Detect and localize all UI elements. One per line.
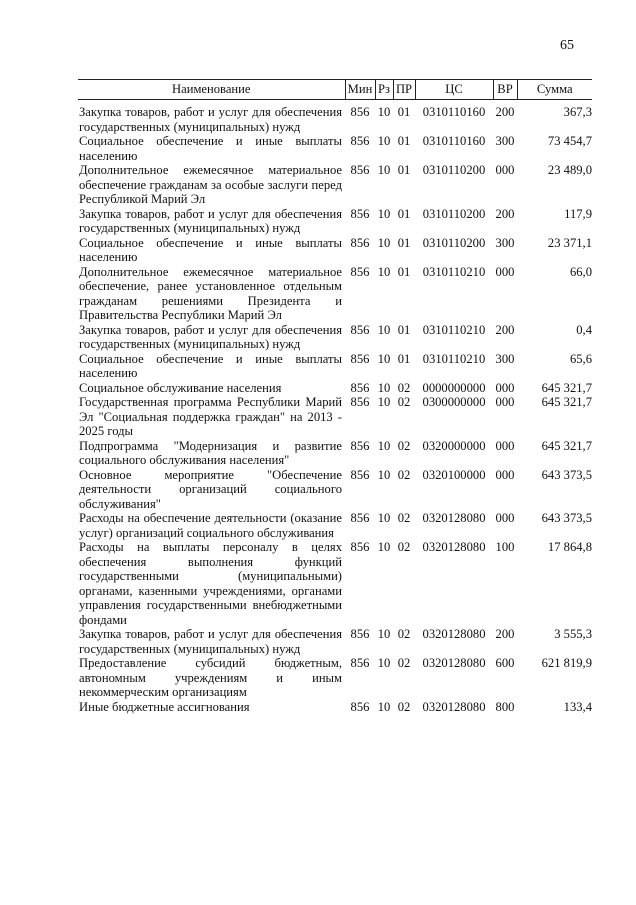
cell-vr: 000 [495, 438, 515, 453]
cell-min: 856 [350, 134, 370, 148]
table-row [78, 265, 592, 323]
cell-pr: 02 [397, 699, 411, 714]
cell-sum: 645 321,7 [541, 395, 592, 409]
cell-name: Социальное обеспечение и иные выплаты населению [79, 351, 342, 380]
cell-vr: 000 [495, 163, 515, 177]
cell-min: 856 [350, 627, 370, 641]
cell-rz: 10 [377, 511, 391, 525]
cell-name: Закупка товаров, работ и услуг для обеспечения государственных (муниципальных) нужд [79, 627, 342, 656]
cell-name: Социальное обслуживание населения [79, 380, 282, 395]
cell-sum: 643 373,5 [541, 467, 592, 482]
cell-vr: 300 [495, 235, 515, 250]
cell-cs: 0320128080 [422, 656, 486, 670]
cell-min: 856 [350, 105, 370, 119]
cell-vr: 200 [495, 322, 515, 337]
cell-min: 856 [350, 235, 370, 250]
cell-min: 856 [350, 699, 370, 714]
cell-vr: 600 [495, 656, 515, 670]
cell-rz: 10 [377, 235, 391, 250]
table-row [78, 468, 592, 512]
cell-sum: 23 371,1 [547, 235, 592, 250]
cell-name: Иные бюджетные ассигнования [79, 699, 250, 714]
cell-vr: 200 [495, 105, 515, 119]
cell-sum: 645 321,7 [541, 438, 592, 453]
header-pr: ПР [393, 80, 415, 100]
cell-name: Дополнительное ежемесячное материальное обеспечение гражданам за особые заслуги перед Республикой Марий Эл [79, 163, 342, 206]
cell-sum: 3 555,3 [554, 627, 592, 641]
cell-pr: 02 [397, 395, 411, 409]
cell-name: Предоставление субсидий бюджетным, автономным учреждениям и иным некоммерческим организациям [79, 656, 342, 699]
cell-cs: 0320128080 [422, 511, 486, 525]
cell-vr: 300 [495, 134, 515, 148]
cell-vr: 200 [495, 206, 515, 221]
cell-pr: 02 [397, 627, 411, 641]
cell-pr: 01 [397, 351, 411, 366]
cell-rz: 10 [377, 438, 391, 453]
table-row [78, 134, 592, 163]
cell-cs: 0310110210 [422, 351, 486, 366]
cell-rz: 10 [377, 656, 391, 670]
cell-pr: 02 [397, 380, 411, 395]
table-row [78, 207, 592, 236]
cell-min: 856 [350, 380, 370, 395]
table-body [78, 100, 592, 715]
header-rz: Рз [375, 80, 393, 100]
cell-cs: 0310110210 [422, 264, 486, 279]
table-row [78, 323, 592, 352]
cell-cs: 0310110200 [422, 163, 486, 177]
cell-vr: 000 [495, 395, 515, 409]
header-name: Наименование [78, 80, 345, 100]
cell-pr: 01 [397, 235, 411, 250]
cell-rz: 10 [377, 105, 391, 119]
cell-cs: 0320128080 [422, 627, 486, 641]
cell-min: 856 [350, 395, 370, 409]
cell-sum: 367,3 [563, 105, 592, 119]
table-row [78, 163, 592, 207]
table-row [78, 236, 592, 265]
cell-pr: 01 [397, 105, 411, 119]
cell-cs: 0300000000 [422, 395, 486, 409]
cell-rz: 10 [377, 699, 391, 714]
cell-rz: 10 [377, 395, 391, 409]
cell-name: Расходы на обеспечение деятельности (оказание услуг) организаций социального обслуживания [79, 511, 342, 540]
table-row [78, 100, 592, 135]
cell-rz: 10 [377, 264, 391, 279]
table-row [78, 395, 592, 439]
cell-pr: 01 [397, 322, 411, 337]
table-row [78, 352, 592, 381]
table-row [78, 656, 592, 700]
cell-vr: 300 [495, 351, 515, 366]
cell-name: Социальное обеспечение и иные выплаты населению [79, 134, 342, 163]
cell-sum: 73 454,7 [547, 134, 592, 148]
cell-pr: 02 [397, 656, 411, 670]
cell-rz: 10 [377, 467, 391, 482]
cell-name: Государственная программа Республики Марий Эл "Социальная поддержка граждан" на 2013 - 2025 годы [79, 395, 342, 438]
table-row [78, 511, 592, 540]
cell-sum: 0,4 [576, 322, 592, 337]
table-row [78, 627, 592, 656]
header-vr: ВР [493, 80, 517, 100]
cell-min: 856 [350, 438, 370, 453]
cell-sum: 645 321,7 [541, 380, 592, 395]
cell-cs: 0310110160 [422, 134, 486, 148]
cell-rz: 10 [377, 540, 391, 554]
cell-min: 856 [350, 656, 370, 670]
cell-min: 856 [350, 206, 370, 221]
header-min: Мин [345, 80, 375, 100]
cell-rz: 10 [377, 627, 391, 641]
cell-pr: 02 [397, 540, 411, 554]
table-header-row [78, 80, 592, 100]
cell-cs: 0310110210 [422, 322, 486, 337]
cell-vr: 000 [495, 264, 515, 279]
cell-pr: 02 [397, 511, 411, 525]
cell-rz: 10 [377, 134, 391, 148]
header-sum: Сумма [517, 80, 592, 100]
cell-pr: 01 [397, 134, 411, 148]
cell-name: Закупка товаров, работ и услуг для обеспечения государственных (муниципальных) нужд [79, 206, 342, 235]
cell-pr: 01 [397, 163, 411, 177]
cell-sum: 133,4 [563, 699, 592, 714]
page-number: 65 [560, 38, 574, 53]
cell-rz: 10 [377, 163, 391, 177]
cell-vr: 800 [495, 699, 515, 714]
cell-min: 856 [350, 163, 370, 177]
cell-min: 856 [350, 264, 370, 279]
cell-name: Основное мероприятие "Обеспечение деятельности организаций социального обслуживания" [79, 467, 342, 511]
cell-name: Закупка товаров, работ и услуг для обеспечения государственных (муниципальных) нужд [79, 322, 342, 351]
cell-vr: 000 [495, 380, 515, 395]
table-row [78, 381, 592, 396]
cell-vr: 100 [495, 540, 515, 554]
cell-min: 856 [350, 467, 370, 482]
cell-vr: 200 [495, 627, 515, 641]
cell-cs: 0320000000 [422, 438, 486, 453]
cell-min: 856 [350, 540, 370, 554]
cell-sum: 17 864,8 [547, 540, 592, 554]
cell-min: 856 [350, 322, 370, 337]
header-cs: ЦС [415, 80, 493, 100]
cell-sum: 65,6 [569, 351, 592, 366]
cell-name: Дополнительное ежемесячное материальное обеспечение, ранее установленное отдельным гражданам решениями Президента и Правительства Республики Марий Эл [79, 264, 342, 322]
cell-name: Закупка товаров, работ и услуг для обеспечения государственных (муниципальных) нужд [79, 105, 342, 134]
cell-rz: 10 [377, 322, 391, 337]
cell-sum: 643 373,5 [541, 511, 592, 525]
cell-cs: 0310110200 [422, 206, 486, 221]
table-row [78, 700, 592, 715]
table-row [78, 439, 592, 468]
cell-name: Социальное обеспечение и иные выплаты населению [79, 235, 342, 264]
cell-cs: 0000000000 [422, 380, 486, 395]
cell-sum: 621 819,9 [541, 656, 592, 670]
cell-rz: 10 [377, 351, 391, 366]
cell-cs: 0310110160 [422, 105, 486, 119]
cell-sum: 66,0 [569, 264, 592, 279]
cell-pr: 01 [397, 264, 411, 279]
cell-min: 856 [350, 351, 370, 366]
budget-table [78, 79, 592, 714]
cell-rz: 10 [377, 380, 391, 395]
cell-name: Расходы на выплаты персоналу в целях обеспечения выполнения функций государственными (муниципальными) органами, казенными учреждениями, органами управления государственными внебюджетными фондами [79, 540, 342, 627]
cell-vr: 000 [495, 467, 515, 482]
cell-cs: 0310110200 [422, 235, 486, 250]
table-row [78, 540, 592, 627]
cell-cs: 0320128080 [422, 540, 486, 554]
cell-sum: 117,9 [564, 206, 592, 221]
cell-name: Подпрограмма "Модернизация и развитие социального обслуживания населения" [79, 438, 342, 467]
cell-rz: 10 [377, 206, 391, 221]
cell-sum: 23 489,0 [547, 163, 592, 177]
cell-cs: 0320100000 [422, 467, 486, 482]
cell-pr: 02 [397, 467, 411, 482]
cell-pr: 01 [397, 206, 411, 221]
cell-min: 856 [350, 511, 370, 525]
cell-pr: 02 [397, 438, 411, 453]
cell-cs: 0320128080 [422, 699, 486, 714]
cell-vr: 000 [495, 511, 515, 525]
